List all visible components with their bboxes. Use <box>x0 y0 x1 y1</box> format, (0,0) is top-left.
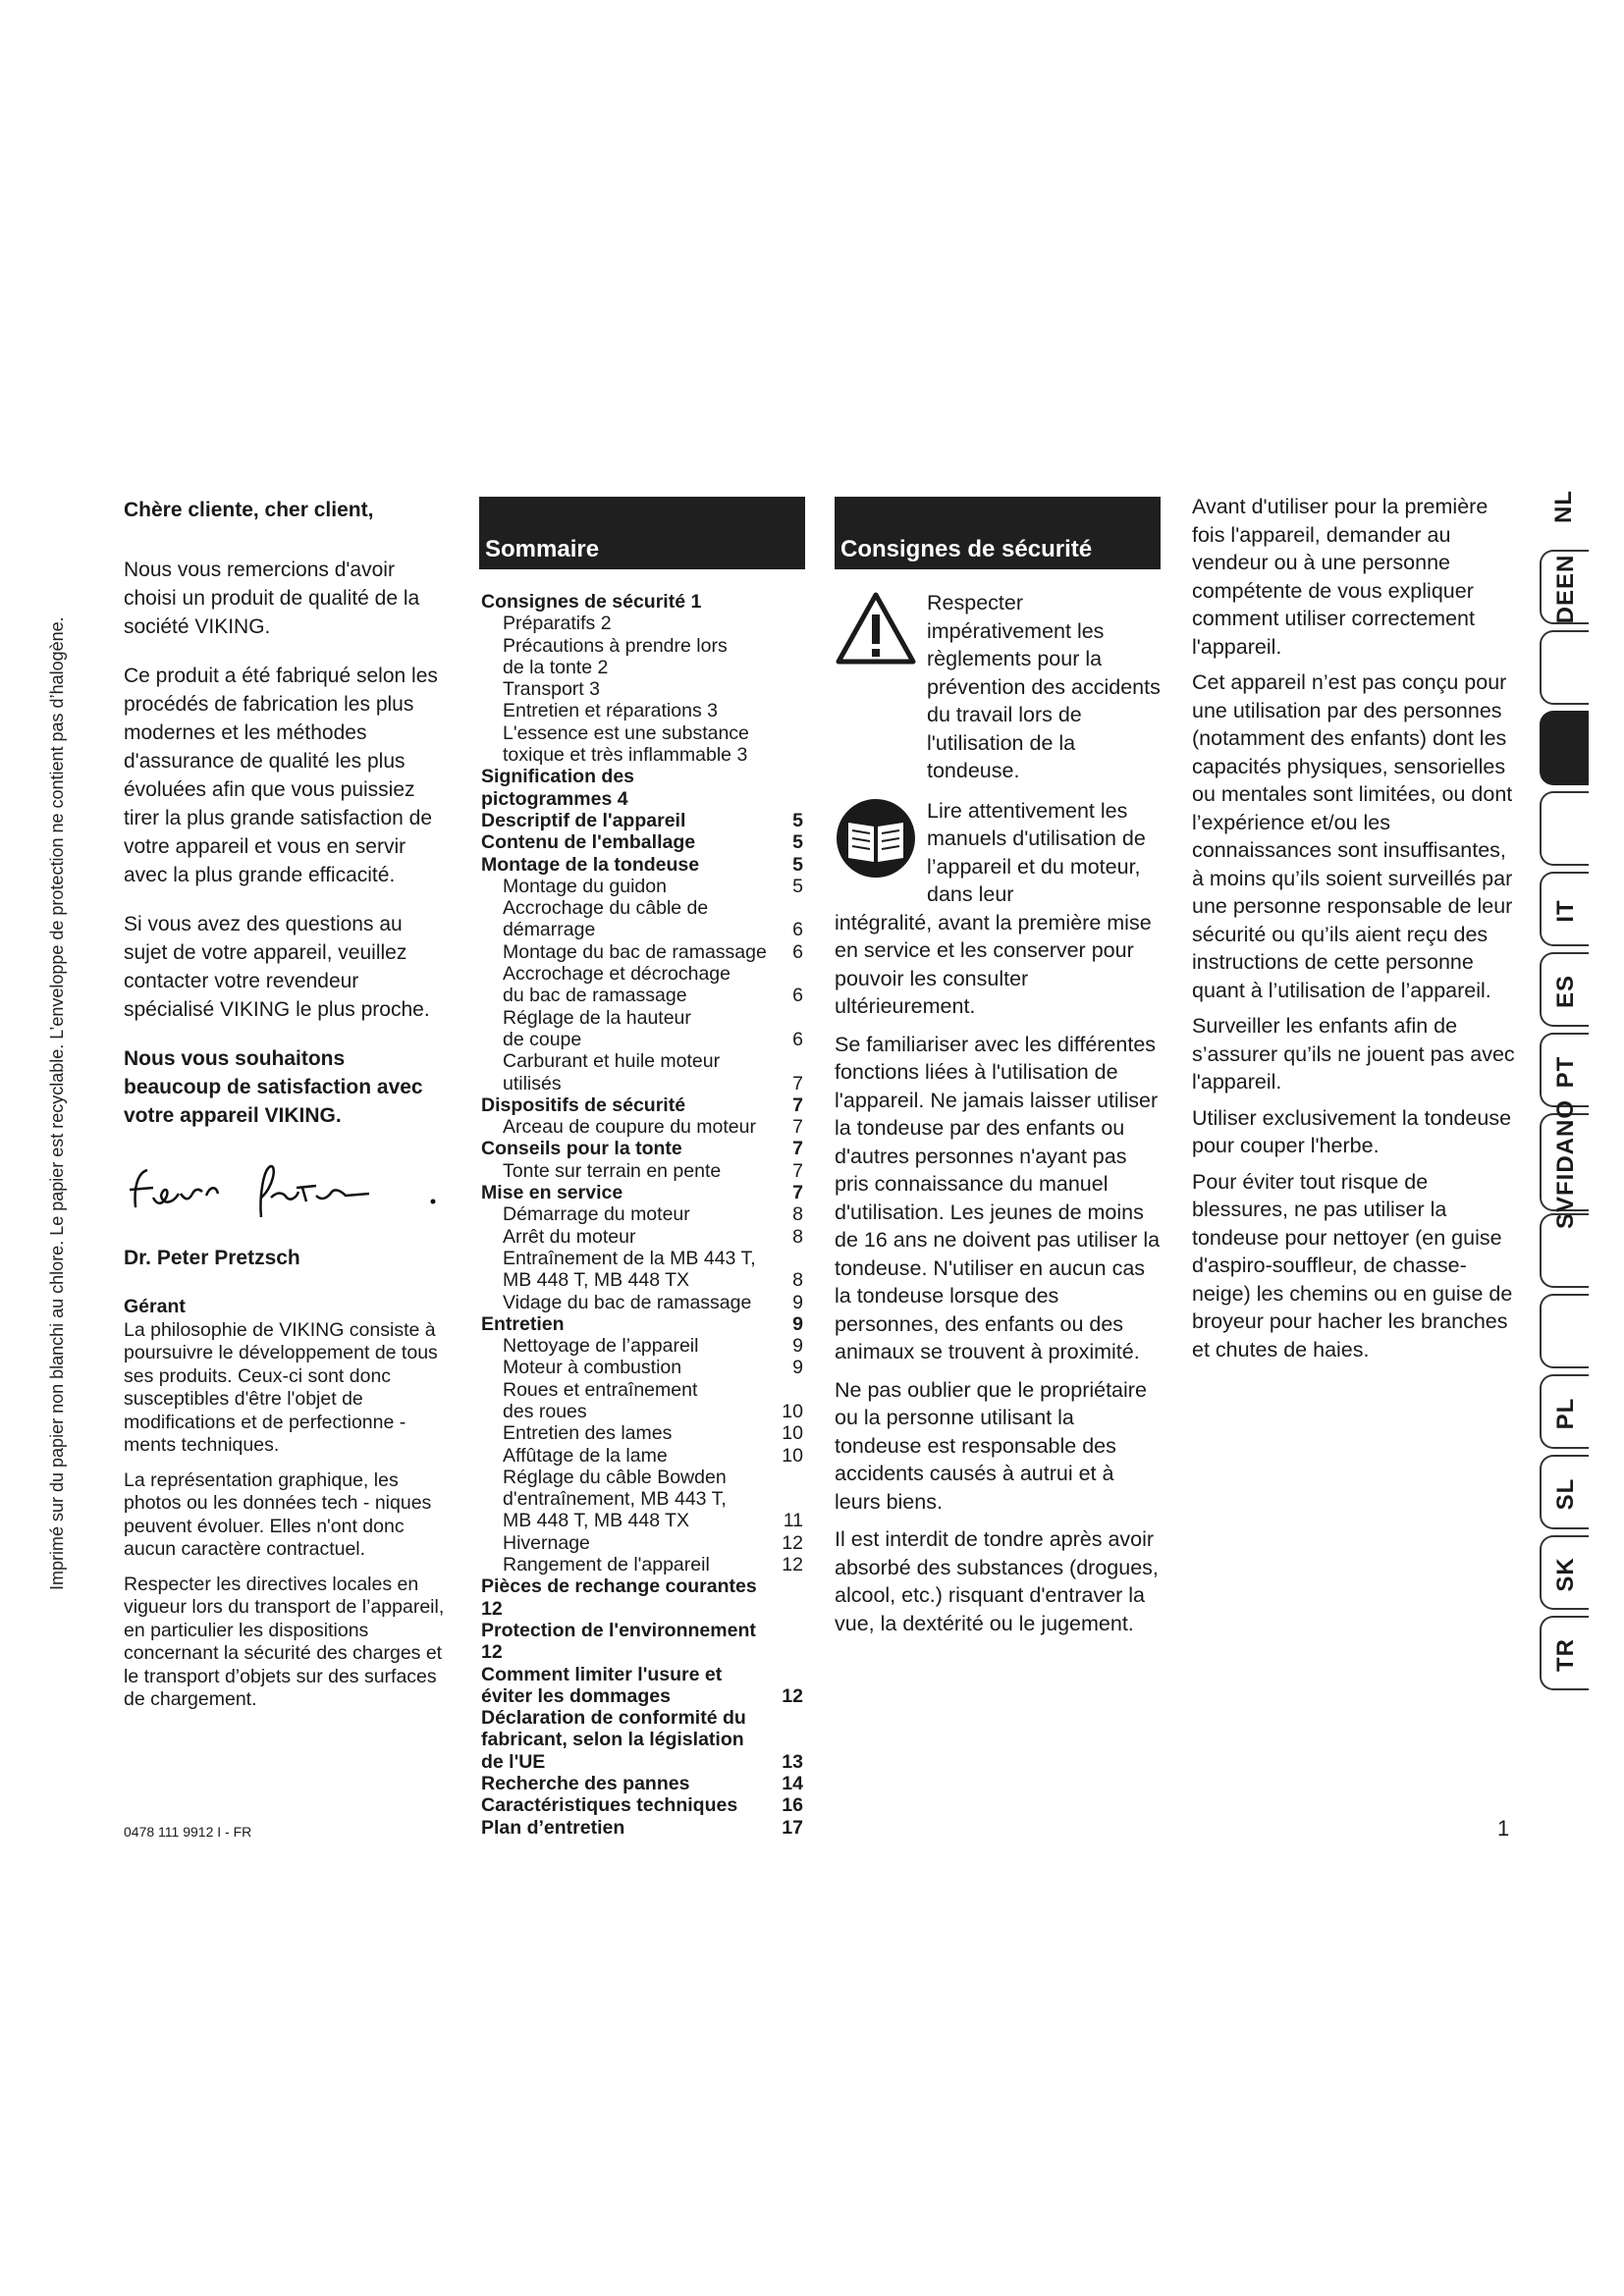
letter-paragraph: Nous vous remercions d'avoir choisi un produit de qualité de la société VIKING. <box>124 559 420 638</box>
toc-entry-text: Dispositifs de sécurité <box>481 1094 686 1116</box>
language-tab-label: IT <box>1552 899 1579 923</box>
toc-entry <box>481 1269 803 1291</box>
toc-entry-page <box>782 1488 803 1510</box>
letter-paragraph: La philosophie de VIKING consiste à poursuivre le développement de tous ses produits. Ceux-ci sont donc susceptibles d'être l'objet de modifications et de perfectionne - ments techniques. <box>124 1318 438 1456</box>
toc-entry-text: Accrochage du câble de <box>503 897 709 920</box>
toc-entry <box>481 831 803 853</box>
toc-entry-text: Déclaration de conformité du <box>481 1707 746 1730</box>
toc-entry <box>481 1794 803 1816</box>
toc-entry-text: Comment limiter l'usure et <box>481 1663 723 1685</box>
language-tab-label <box>1542 1215 1591 1290</box>
letter-column <box>124 496 448 1724</box>
toc-entry-text: Précautions à prendre lors <box>503 634 728 657</box>
safety-paragraph: Respecter impérativement les règlements pour la prévention des accidents du travail lors de l'utilisation de la tondeuse. <box>927 591 1161 782</box>
toc-entry-text: Hivernage <box>503 1531 590 1554</box>
toc-entry <box>481 1729 803 1750</box>
toc-entry <box>481 1773 803 1794</box>
toc-entry <box>481 766 803 787</box>
toc-entry-text: L'essence est une substance <box>503 721 749 744</box>
signer-name: Dr. Peter Pretzsch <box>124 1247 300 1269</box>
toc-entry <box>481 722 803 744</box>
toc-entry-page: 10 <box>782 1400 803 1422</box>
toc-entry <box>481 1575 803 1620</box>
toc-entry-page <box>782 744 803 766</box>
toc-entry-page <box>782 1729 803 1750</box>
safety-paragraph: Se familiariser avec les différentes fonctions liées à l'utilisation de l'appareil. Ne jamais laisser utiliser la tondeuse par des enfants ou d'autres personnes n'ayant pas pris connaissance du manuel d'utilisation. Les jeunes de moins de 16 ans ne doivent pas utiliser la tondeuse. N'utiliser en aucun cas la tondeuse lorsque des personnes, des enfants ou des animaux se trouvent à proximité. <box>835 1032 1161 1363</box>
toc-entry <box>481 1073 803 1095</box>
toc-entry-page <box>782 963 803 985</box>
toc-entry-text: Arceau de coupure du moteur <box>503 1116 756 1139</box>
toc-entry-page <box>782 678 803 700</box>
toc-entry-text: MB 448 T, MB 448 TX <box>503 1510 690 1532</box>
toc-entry <box>481 678 803 700</box>
toc-entry-text: Arrêt du moteur <box>503 1225 636 1248</box>
language-tab[interactable] <box>1540 1535 1589 1610</box>
toc-entry <box>481 591 803 613</box>
safety-header <box>835 497 1161 569</box>
toc-entry-page: 12 <box>782 1554 803 1576</box>
toc-entry-page <box>782 591 803 613</box>
toc-entry <box>481 1401 803 1422</box>
toc-entry-text: Roues et entraînement <box>503 1378 698 1401</box>
toc-entry-page: 7 <box>792 1116 803 1139</box>
toc-entry-page <box>782 657 803 678</box>
toc-entry-text: éviter les dommages <box>481 1684 671 1707</box>
safety-paragraph: Cet appareil n’est pas conçu pour une utilisation par des personnes (notamment des enfants) dont les capacités physiques, sensorielles ou mentales sont limitées, ou dont l’expérience et/ou les connaissances sont insuffisantes, à moins qu’ils soient surveillés par une personne responsable de leur sécurité ou qu’ils aient reçu des instructions de cette personne quant à l’utilisation de l’appareil. <box>1192 670 1513 1002</box>
toc-entry-page <box>782 613 803 634</box>
toc-entry <box>481 1138 803 1159</box>
toc-entry <box>481 1029 803 1050</box>
toc-entry-page: 5 <box>792 831 803 854</box>
safety-paragraph: Ne pas oublier que le propriétaire ou la personne utilisant la tondeuse est responsable des accidents causés à autrui et à leurs biens. <box>835 1377 1147 1514</box>
language-tab-label <box>1542 793 1591 868</box>
language-tab[interactable] <box>1540 1374 1589 1449</box>
toc-entry-text: Rangement de l'appareil <box>503 1554 710 1576</box>
toc-entry <box>481 1248 803 1269</box>
toc-entry <box>481 1510 803 1531</box>
toc-entry-page: 6 <box>792 940 803 963</box>
toc-entry-page: 6 <box>792 1028 803 1050</box>
safety-column <box>835 589 1161 1647</box>
toc-entry <box>481 700 803 721</box>
language-tab[interactable] <box>1540 1033 1589 1107</box>
language-tab-label <box>1542 632 1591 707</box>
toc-entry-page: 12 <box>782 1531 803 1554</box>
safety-title: Consignes de sécurité <box>840 536 1093 562</box>
language-tab-label <box>1542 713 1591 787</box>
safety-paragraph: Surveiller les enfants afin de s’assurer qu’ils ne jouent pas avec l'appareil. <box>1192 1014 1515 1094</box>
page-number: 1 <box>1497 1816 1510 1841</box>
toc-entry-page <box>782 1467 803 1488</box>
toc-entry <box>481 941 803 963</box>
toc-entry-text: Accrochage et décrochage <box>503 963 731 986</box>
toc-entry <box>481 1467 803 1488</box>
toc-entry-text: pictogrammes 4 <box>481 787 628 810</box>
toc-entry-text: Entretien des lames <box>503 1422 673 1445</box>
toc-entry <box>481 1685 803 1707</box>
toc-entry-page <box>782 1620 803 1664</box>
warning-triangle-icon <box>835 589 923 785</box>
toc-entry <box>481 1095 803 1116</box>
toc-entry-page: 5 <box>792 853 803 876</box>
toc-title: Sommaire <box>485 536 600 562</box>
open-book-icon <box>835 797 923 909</box>
toc-entry-page: 7 <box>792 1182 803 1204</box>
letter-paragraph: Respecter les directives locales en vigueur lors du transport de l’appareil, en particulier les dispositions concernant la sécurité des charges et le transport d’objets sur des surfaces de chargement. <box>124 1573 445 1710</box>
toc-entry-text: Démarrage du moteur <box>503 1203 690 1226</box>
toc-entry-page <box>782 722 803 744</box>
language-tab[interactable] <box>1540 872 1589 946</box>
language-tab-label: PL <box>1552 1397 1579 1430</box>
toc-entry-page: 5 <box>792 809 803 831</box>
toc-entry <box>481 1357 803 1378</box>
toc-entry-text: Contenu de l'emballage <box>481 831 696 854</box>
toc-entry-page <box>782 1379 803 1401</box>
language-tab-label: NL <box>1550 490 1577 523</box>
toc-entry-text: Montage de la tondeuse <box>481 853 700 876</box>
toc-entry-page <box>782 1664 803 1685</box>
toc-entry-page: 17 <box>782 1816 803 1839</box>
document-code: 0478 111 9912 I - FR <box>124 1824 252 1840</box>
toc-entry-page: 7 <box>792 1138 803 1160</box>
language-tab-label: SL <box>1552 1477 1579 1511</box>
toc-entry <box>481 1751 803 1773</box>
toc-entry-page <box>782 1248 803 1269</box>
toc-entry-text: démarrage <box>503 919 596 941</box>
toc-entry-page <box>782 1707 803 1729</box>
letter-paragraph: Ce produit a été fabriqué selon les procédés de fabrication les plus modernes et les méthodes d'assurance de qualité les plus évoluées afin que vous puissiez tirer la plus grande satisfaction de votre appareil et vous en servir avec la plus grande efficacité. <box>124 665 438 886</box>
toc-entry <box>481 1488 803 1510</box>
toc-entry-text: d'entraînement, MB 443 T, <box>503 1488 727 1511</box>
safety-paragraph: Il est interdit de tondre après avoir absorbé des substances (drogues, alcool, etc.) risquant d'entraver la vue, la dextérité ou le jugement. <box>835 1527 1159 1635</box>
toc-entry <box>481 1313 803 1335</box>
toc-entry <box>481 897 803 919</box>
toc-entry <box>481 1445 803 1467</box>
toc-entry-page: 10 <box>782 1444 803 1467</box>
toc-header <box>479 497 805 569</box>
safety-continued-column <box>1192 493 1516 1371</box>
toc-entry <box>481 1226 803 1248</box>
language-tab-label: SVFIDANO <box>1552 1098 1579 1229</box>
toc-entry <box>481 919 803 940</box>
toc-entry-page <box>782 1575 803 1620</box>
safety-paragraph: Pour éviter tout risque de blessures, ne pas utiliser la tondeuse pour nettoyer (en guise d'aspiro-souffleur, de chasse-neige) les chemins ou en guise de broyeur pour hacher les branches et chutes de haies. <box>1192 1169 1513 1362</box>
greeting: Chère cliente, cher client, <box>124 499 374 521</box>
toc-entry <box>481 1620 803 1664</box>
toc-entry-text: Entretien <box>481 1312 565 1335</box>
toc-entry-page: 16 <box>782 1794 803 1817</box>
toc-entry-page <box>782 1050 803 1072</box>
toc-entry-text: Entretien et réparations 3 <box>503 700 718 722</box>
language-tab-label: ES <box>1552 975 1579 1009</box>
toc-entry <box>481 635 803 657</box>
toc-entry-page: 7 <box>792 1094 803 1116</box>
toc-entry <box>481 1707 803 1729</box>
toc-entry-page: 8 <box>792 1269 803 1292</box>
toc-entry-page: 6 <box>792 919 803 941</box>
toc-entry-page: 11 <box>783 1510 803 1532</box>
toc-entry-page: 12 <box>782 1684 803 1707</box>
toc-entry-page: 9 <box>792 1291 803 1313</box>
toc-entry-text: du bac de ramassage <box>503 985 687 1007</box>
safety-paragraph: intégralité, avant la première mise en service et les conserver pour pouvoir les consulter ultérieurement. <box>835 910 1152 1018</box>
language-tab[interactable] <box>1540 1294 1589 1368</box>
toc-entry-page: 7 <box>792 1072 803 1095</box>
toc-entry-page <box>782 766 803 787</box>
toc-entry <box>481 1007 803 1029</box>
toc-entry-page: 14 <box>782 1773 803 1795</box>
toc-entry-text: Mise en service <box>481 1182 623 1204</box>
toc-entry-page: 10 <box>782 1422 803 1445</box>
toc-entry-page: 9 <box>792 1357 803 1379</box>
toc-entry <box>481 985 803 1006</box>
toc-entry <box>481 1182 803 1203</box>
toc-entry-text: Entraînement de la MB 443 T, <box>503 1247 756 1269</box>
letter-paragraph: La représentation graphique, les photos ou les données tech - niques peuvent évoluer. Elles n'ont donc aucun caractère contractuel. <box>124 1468 432 1560</box>
toc-entry-text: Transport 3 <box>503 678 600 701</box>
toc-entry-text: Consignes de sécurité 1 <box>481 591 702 613</box>
toc-entry-text: Préparatifs 2 <box>503 613 612 635</box>
toc-entry-text: de l'UE <box>481 1750 546 1773</box>
toc-entry-text: Descriptif de l'appareil <box>481 809 686 831</box>
closing-wish: Nous vous souhaitons beaucoup de satisfaction avec votre appareil VIKING. <box>124 1047 423 1127</box>
toc-entry <box>481 1335 803 1357</box>
toc-entry <box>481 963 803 985</box>
language-tab[interactable] <box>1540 1098 1589 1229</box>
toc-entry <box>481 744 803 766</box>
letter-paragraph: Si vous avez des questions au sujet de votre appareil, veuillez contacter votre revendeur spécialisé VIKING le plus proche. <box>124 913 430 1021</box>
toc-entry <box>481 788 803 810</box>
toc-entry <box>481 1532 803 1554</box>
toc-entry <box>481 1817 803 1839</box>
toc-entry-page <box>782 635 803 657</box>
toc-entry-page: 5 <box>792 875 803 897</box>
toc-entry-text: Moteur à combustion <box>503 1357 682 1379</box>
toc-entry-text: toxique et très inflammable 3 <box>503 744 748 767</box>
toc-entry-text: Montage du bac de ramassage <box>503 940 767 963</box>
language-tab-label: SK <box>1552 1557 1579 1592</box>
toc-entry-text: Carburant et huile moteur <box>503 1050 721 1073</box>
toc-entry-text: Recherche des pannes <box>481 1773 690 1795</box>
toc-entry-text: Réglage de la hauteur <box>503 1006 691 1029</box>
toc-entry-page: 9 <box>792 1312 803 1335</box>
toc-entry <box>481 1292 803 1313</box>
toc-entry <box>481 1050 803 1072</box>
safety-paragraph: Lire attentivement les manuels d'utilisation de l’appareil et du moteur, dans leur <box>927 798 1146 906</box>
language-tab-label: PT <box>1552 1055 1579 1089</box>
toc-entry <box>481 1554 803 1575</box>
language-tab[interactable] <box>1540 630 1589 705</box>
toc-entry-text: Caractéristiques techniques <box>481 1794 738 1817</box>
toc-entry-page: 6 <box>792 985 803 1007</box>
toc-entry-page: 13 <box>782 1750 803 1773</box>
toc-entry-page <box>782 700 803 721</box>
toc-entry-text: de coupe <box>503 1028 582 1050</box>
toc-entry-page <box>782 1007 803 1029</box>
toc-entry-text: des roues <box>503 1400 587 1422</box>
language-tab-label: TR <box>1552 1638 1579 1672</box>
language-tab[interactable] <box>1540 1213 1589 1288</box>
toc-entry-text: Réglage du câble Bowden <box>503 1466 727 1488</box>
toc-entry-text: Protection de l'environnement 12 <box>481 1619 756 1664</box>
safety-paragraph: Avant d'utiliser pour la première fois l'appareil, demander au vendeur ou à une personne compétente de vous expliquer comment utiliser correctement l'appareil. <box>1192 495 1489 659</box>
toc-entry <box>481 1422 803 1444</box>
toc-entry <box>481 657 803 678</box>
toc-entry-page <box>782 897 803 919</box>
toc-entry <box>481 613 803 634</box>
toc-entry <box>481 810 803 831</box>
language-tab[interactable] <box>1540 1455 1589 1529</box>
language-tab[interactable] <box>1540 550 1589 624</box>
toc-entry <box>481 1160 803 1182</box>
toc-entry-text: Signification des <box>481 766 635 788</box>
toc-entry <box>481 1664 803 1685</box>
toc-entry-text: de la tonte 2 <box>503 656 609 678</box>
toc-entry-text: Affûtage de la lame <box>503 1444 668 1467</box>
language-tab[interactable] <box>1540 1616 1589 1690</box>
toc-entry-text: utilisés <box>503 1072 562 1095</box>
toc-entry-page: 8 <box>792 1225 803 1248</box>
toc-entry-text: Nettoyage de l’appareil <box>503 1335 699 1358</box>
toc-entry-page: 7 <box>792 1159 803 1182</box>
handwritten-signature <box>124 1158 448 1227</box>
toc-entry-page <box>782 788 803 810</box>
toc-entry-text: fabricant, selon la législation <box>481 1729 744 1751</box>
toc-entry-text: Tonte sur terrain en pente <box>503 1159 722 1182</box>
toc-entry <box>481 1116 803 1138</box>
toc-entry-text: Montage du guidon <box>503 875 667 897</box>
language-tab-label <box>1542 1296 1591 1370</box>
toc-entry-page: 8 <box>792 1203 803 1226</box>
language-tab[interactable] <box>1540 791 1589 866</box>
language-tab-label: DEEN <box>1552 554 1579 624</box>
language-tab[interactable] <box>1540 711 1589 785</box>
toc-entry <box>481 876 803 897</box>
toc-entry-page: 9 <box>792 1335 803 1358</box>
table-of-contents <box>481 591 803 1839</box>
toc-entry-text: MB 448 T, MB 448 TX <box>503 1269 690 1292</box>
safety-paragraph: Utiliser exclusivement la tondeuse pour couper l'herbe. <box>1192 1105 1512 1157</box>
toc-entry <box>481 854 803 876</box>
toc-entry-text: Conseils pour la tonte <box>481 1138 682 1160</box>
language-tab[interactable] <box>1540 952 1589 1027</box>
toc-entry-text: Pièces de rechange courantes 12 <box>481 1575 757 1620</box>
toc-entry <box>481 1379 803 1401</box>
recycling-note: Imprimé sur du papier non blanchi au chlore. Le papier est recyclable. L’enveloppe de protection ne contient pas d’halogène. <box>47 616 67 1590</box>
toc-entry <box>481 1203 803 1225</box>
toc-entry-text: Plan d’entretien <box>481 1816 625 1839</box>
language-tab[interactable] <box>1540 469 1589 544</box>
signer-role: Gérant <box>124 1296 186 1317</box>
toc-entry-text: Vidage du bac de ramassage <box>503 1291 752 1313</box>
